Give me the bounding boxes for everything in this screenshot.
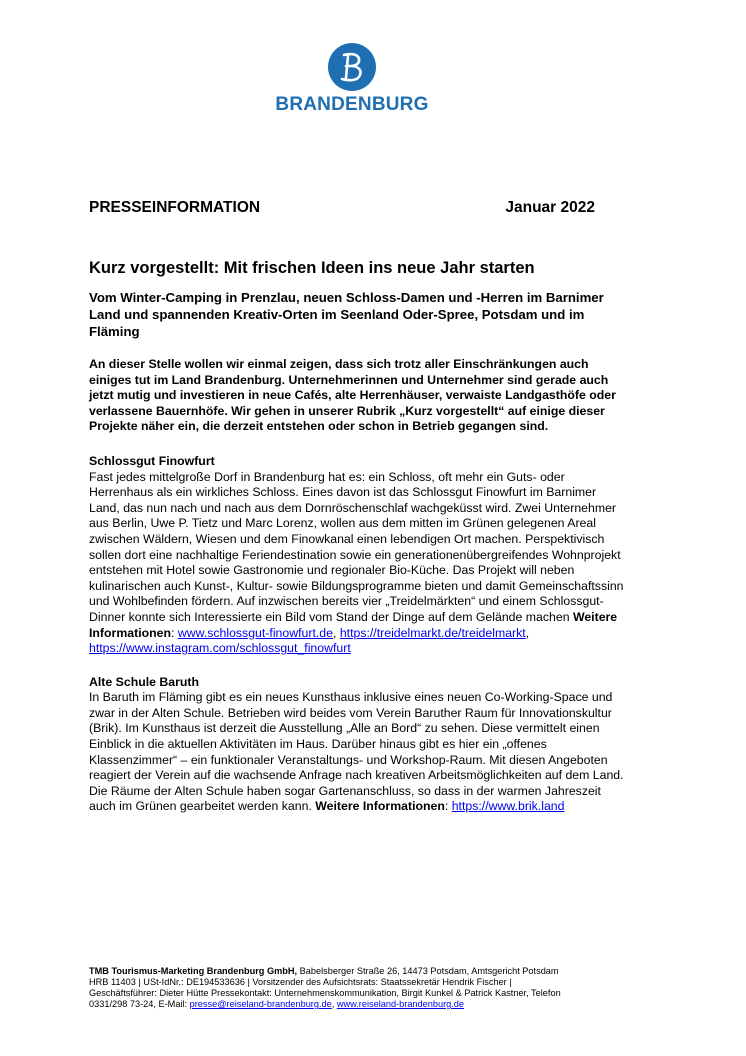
press-label: PRESSEINFORMATION [89,199,261,216]
footer-text: Babelsberger Straße 26, 14473 Potsdam, Amtsgericht Potsdam HRB 11403 | USt-IdNr.: DE194533636 | Vorsitzender des Aufsichtsrats: Staatssekretär Hendrik Fischer | Geschäftsführer: Dieter Hütte Pressekontakt: Unternehmenskommunikation, Birgit Kunkel & Patrick Kastner, Telefon 0331/298 73-24, E-Mail: [89,966,561,1009]
link-instagram[interactable]: https://www.instagram.com/schlossgut_finowfurt [89,641,351,656]
more-info-label: Weitere Informationen [89,609,618,640]
link-schlossgut[interactable]: www.schlossgut-finowfurt.de [177,625,333,640]
intro-paragraph: An dieser Stelle wollen wir einmal zeigen, dass sich trotz aller Einschränkungen auch einiges tut im Land Brandenburg. Unternehmerinnen und Unternehmer sind gerade auch jetzt mutig und investieren in neue Cafés, alte Herrenhäuser, verwaiste Landgasthöfe oder verlassene Bauernhöfe. Wir gehen in unserer Rubrik „Kurz vorgestellt“ auf einige dieser Projekte näher ein, die derzeit entstehen oder schon in Betrieb gegangen sind. [89,357,616,434]
section-title: Alte Schule Baruth [89,674,200,689]
brandenburg-b-icon [327,42,377,92]
footer: TMB Tourismus-Marketing Brandenburg GmbH, Babelsberger Straße 26, 14473 Potsdam, Amtsgericht Potsdam HRB 11403 | USt-IdNr.: DE194533636 | Vorsitzender des Aufsichtsrats: Staatssekretär Hendrik Fischer | Geschäftsführer: Dieter Hütte Pressekontakt: Unternehmenskommunikation, Birgit Kunkel & Patrick Kastner, Telefon 0331/298 73-24, E-Mail: presse@reiseland-brandenburg.de, www.reiseland-brandenburg.de [89,966,561,1009]
section-text: Fast jedes mittelgroße Dorf in Brandenburg hat es: ein Schloss, oft mehr ein Guts- oder Herrenhaus als ein wirkliches Schloss. Eines davon ist das Schlossgut Finowfurt im Barnimer Land, das nun nach und nach aus dem Dornröschenschlaf wachgeküsst wird. Zwei Unternehmer aus Berlin, Uwe P. Tietz und Marc Lorenz, wollen aus dem mitten im Grünen gelegenen Areal zwischen Wäldern, Wiesen und dem Finowkanal einen lebendigen Ort machen. Perspektivisch sollen dort eine nachhaltige Feriendestination sowie ein generationenübergreifendes Wohnprojekt entstehen mit Hotel sowie Gastronomie und regionaler Bio-Küche. Das Projekt will neben kulinarischen auch Kunst-, Kultur- sowie Bildungsprogramme bieten und damit Gemeinschaftssinn und Wohlbefinden fördern. Auf inzwischen bereits vier „Treidelmärkten“ und einem Schlossgut-Dinner konnte sich Interessierte ein Bild vom Stand der Dinge auf dem Gelände machen [89,469,624,624]
footer-email-link[interactable]: presse@reiseland-brandenburg.de [189,999,332,1009]
footer-website-link[interactable]: www.reiseland-brandenburg.de [336,999,465,1009]
more-info-label: Weitere Informationen [315,799,445,814]
brand-logo [270,42,434,116]
section-schlossgut [89,454,629,657]
section-alte-schule [89,675,629,815]
section-text: In Baruth im Fläming gibt es ein neues Kunsthaus inklusive eines neuen Co-Working-Space und zwar in der Alten Schule. Betrieben wird beides vom Verein Baruther Raum für Innovationskultur (Brik). Im Kunsthaus ist derzeit die Ausstellung „Alle an Bord“ zu sehen. Diese vermittelt einen Einblick in die aktuellen Aktivitäten im Haus. Darüber hinaus gibt es hier ein „offenes Klassenzimmer“ – ein funktionaler Veranstaltungs- und Workshop-Raum. Mit diesen Angeboten reagiert der Verein auf die wachsende Anfrage nach kreativen Arbeitsmöglichkeiten auf dem Land. Die Räume der Alten Schule haben sogar Gartenanschluss, so dass in der warmen Jahreszeit auch im Grünen gearbeitet werden kann. [89,690,624,814]
section-body: Fast jedes mittelgroße Dorf in Brandenburg hat es: ein Schloss, oft mehr ein Guts- oder Herrenhaus als ein wirkliches Schloss. Eines davon ist das Schlossgut Finowfurt im Barnimer Land, das nun nach und nach aus dem Dornröschenschlaf wachgeküsst wird. Zwei Unternehmer aus Berlin, Uwe P. Tietz und Marc Lorenz, wollen aus dem mitten im Grünen gelegenen Areal zwischen Wäldern, Wiesen und dem Finowkanal einen lebendigen Ort machen. Perspektivisch sollen dort eine nachhaltige Feriendestination sowie ein generationenübergreifendes Wohnprojekt entstehen mit Hotel sowie Gastronomie und regionaler Bio-Küche. Das Projekt will neben kulinarischen auch Kunst-, Kultur- sowie Bildungsprogramme bieten und damit Gemeinschaftssinn und Wohlbefinden fördern. Auf inzwischen bereits vier „Treidelmärkten“ und einem Schlossgut-Dinner konnte sich Interessierte ein Bild vom Stand der Dinge auf dem Gelände machen Weitere Informationen: www.schlossgut-finowfurt.de, https://treidelmarkt.de/treidelmarkt, https://www.instagram.com/schlossgut_finowfurt [89,469,624,656]
document-header [89,199,595,217]
link-treidelmarkt[interactable]: https://treidelmarkt.de/treidelmarkt [339,625,526,640]
footer-company: TMB Tourismus-Marketing Brandenburg GmbH, [89,966,298,976]
logo-wordmark: BRANDENBURG [275,94,429,115]
section-body: In Baruth im Fläming gibt es ein neues Kunsthaus inklusive eines neuen Co-Working-Space und zwar in der Alten Schule. Betrieben wird beides vom Verein Baruther Raum für Innovationskultur (Brik). Im Kunsthaus ist derzeit die Ausstellung „Alle an Bord“ zu sehen. Diese vermittelt einen Einblick in die aktuellen Aktivitäten im Haus. Darüber hinaus gibt es hier ein „offenes Klassenzimmer“ – ein funktionaler Veranstaltungs- und Workshop-Raum. Mit diesen Angeboten reagiert der Verein auf die wachsende Anfrage nach kreativen Arbeitsmöglichkeiten auf dem Land. Die Räume der Alten Schule haben sogar Gartenanschluss, so dass in der warmen Jahreszeit auch im Grünen gearbeitet werden kann. Weitere Informationen: https://www.brik.land [89,690,624,814]
page-title: Kurz vorgestellt: Mit frischen Ideen ins neue Jahr starten [89,259,535,277]
press-date: Januar 2022 [505,199,595,216]
link-brik[interactable]: https://www.brik.land [451,799,565,814]
section-title: Schlossgut Finowfurt [89,453,215,468]
main-content [89,259,629,833]
page-subtitle: Vom Winter-Camping in Prenzlau, neuen Schloss-Damen und -Herren im Barnimer Land und spannenden Kreativ-Orten im Seenland Oder-Spree, Potsdam und im Fläming [89,290,604,339]
